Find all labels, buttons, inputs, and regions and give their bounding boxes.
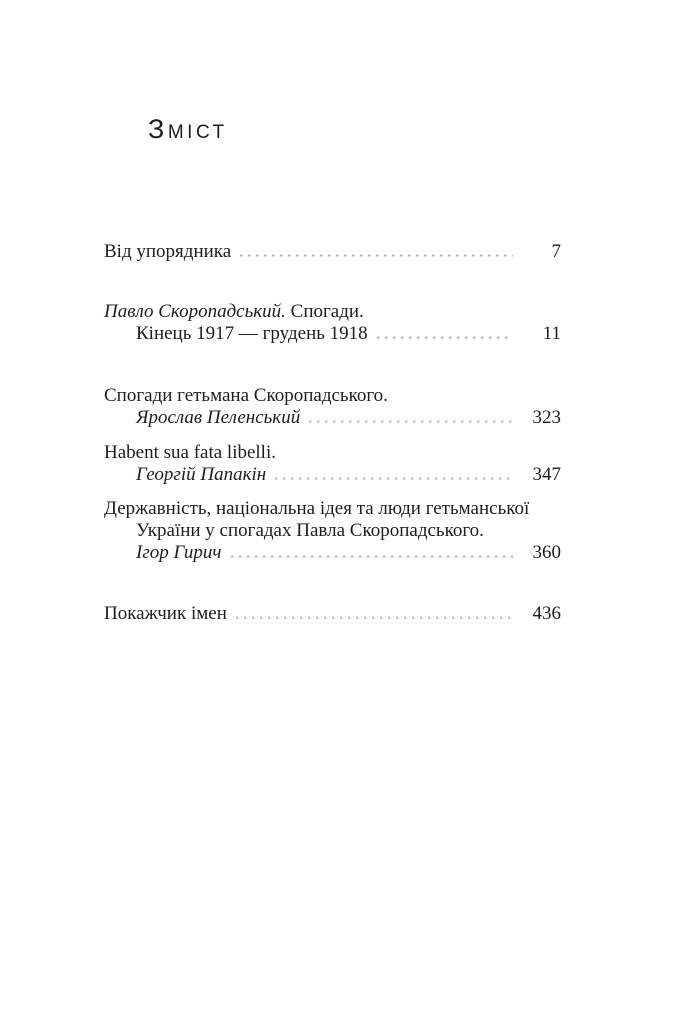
toc-entry-line: [104, 603, 561, 625]
toc-entry-line: [104, 520, 561, 542]
dot-leader: [377, 335, 513, 339]
toc-entry-line: [104, 407, 561, 429]
toc-entry-papakin-essay: [104, 442, 561, 486]
toc-entry-line: [104, 241, 561, 263]
toc-entry-skoropadsky-memoirs: [104, 301, 561, 345]
entry-page-number: 436: [532, 603, 561, 624]
entry-author: Павло Скоропадський.: [104, 301, 286, 322]
dot-leader: [231, 554, 514, 558]
toc-entry-line: [104, 323, 561, 345]
toc-entry-line: [104, 301, 561, 323]
entry-label: Спогади гетьмана Скоропадського.: [104, 385, 388, 406]
toc-entry-line: [104, 442, 561, 464]
entry-page-number: 347: [532, 464, 561, 485]
entry-page-number: 7: [551, 241, 561, 262]
toc-entry-line: [104, 498, 561, 520]
entry-label-continued: України у спогадах Павла Скоропадського.: [136, 520, 484, 541]
table-of-contents: [104, 241, 561, 625]
toc-entry-pelensky-essay: [104, 385, 561, 429]
entry-label-continued: Кінець 1917 — грудень 1918: [136, 323, 368, 344]
page-title: Зміст: [148, 114, 228, 144]
toc-entry-hyrych-essay: [104, 498, 561, 564]
entry-author: Ігор Гирич: [136, 542, 222, 563]
entry-author: Георгій Папакін: [136, 464, 267, 485]
toc-entry-editor-foreword: [104, 241, 561, 263]
dot-leader: [236, 615, 513, 619]
toc-entry-line: [104, 385, 561, 407]
entry-label: Від упорядника: [104, 241, 232, 262]
entry-label: Habent sua fata libelli.: [104, 442, 276, 463]
entry-label: Державність, національна ідея та люди гетьманської: [104, 498, 530, 519]
entry-page-number: 11: [542, 323, 561, 344]
dot-leader: [275, 476, 513, 480]
entry-label: Спогади.: [290, 301, 364, 322]
toc-entry-name-index: [104, 603, 561, 625]
dot-leader: [309, 419, 513, 423]
toc-entry-line: [104, 464, 561, 486]
toc-entry-line: [104, 542, 561, 564]
entry-label: Покажчик імен: [104, 603, 227, 624]
entry-page-number: 360: [532, 542, 561, 563]
dot-leader: [240, 253, 513, 257]
entry-author: Ярослав Пеленський: [136, 407, 301, 428]
entry-page-number: 323: [532, 407, 561, 428]
